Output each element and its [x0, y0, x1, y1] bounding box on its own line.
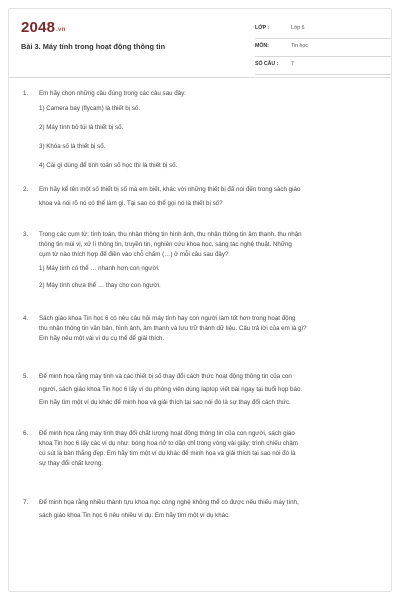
meta-row-subject [255, 39, 391, 57]
question-number: 5. [23, 373, 29, 380]
question-text: thông tin mùi vị, xử lí thông tin, truyền tin, nghiên cứu khoa học, sáng tác nghệ thuật. Những [39, 241, 292, 248]
question-number: 2. [23, 186, 29, 193]
question-number: 4. [23, 315, 29, 322]
document-title: Bài 3. Máy tính trong hoạt động thông tin [21, 42, 166, 51]
question-number: 1. [23, 90, 29, 97]
logo-suffix: .vn [56, 27, 66, 33]
question-number: 6. [23, 430, 29, 437]
question-text: cú sút là bàn thắng đẹp. Em hãy tìm một ví dụ khác để minh họa và giải thích tại sao nói đó là [39, 450, 296, 457]
question-number: 3. [23, 231, 29, 238]
question-body [39, 429, 381, 469]
question-text: Trong các cụm từ: tính toán, thu nhận thông tin hình ảnh, thu nhận thông tin âm thanh, thu nhận [39, 231, 302, 238]
question-body [39, 89, 381, 171]
meta-row-count [255, 57, 391, 75]
question-body [39, 185, 381, 209]
meta-label: LỚP : [255, 25, 270, 31]
question-text: Sách giáo khoa Tin học 6 có nêu câu hỏi máy tính hay con người làm tốt hơn trong hoạt động [39, 315, 296, 322]
logo-text: 2048 [21, 19, 56, 36]
meta-label: SỐ CÂU : [255, 61, 279, 67]
question-body [39, 314, 381, 344]
question-text: Em hãy tìm một ví dụ khác để minh họa và giải thích tại sao nói đó là sự thay đổi cách thức. [39, 399, 291, 406]
question-number: 7. [23, 499, 29, 506]
question-body [39, 230, 381, 291]
question-text: người, sách giáo khoa Tin học 6 lấy ví dụ phòng viên dùng laptop viết bài ngay tại buổi họp báo. [39, 386, 303, 393]
question-text: khoa và nói rõ nó có thể làm gì. Tại sao có thể gọi nó là thiết bị số? [39, 200, 223, 207]
question-text: sự thay đổi chất lượng. [39, 460, 103, 467]
question-text: thu nhận thông tin văn bản, hình ảnh, âm thanh và lưu trữ thành dữ liệu. Câu trả lời của em là gì? [39, 325, 307, 332]
question-body [39, 498, 381, 521]
question-text: Để minh họa rằng máy tính thay đổi chất lượng hoạt động thông tin của con người, sách giáo [39, 430, 295, 437]
question-option: 2) Máy tính chưa thể … thay cho con người. [39, 282, 161, 289]
meta-value: Tin học [291, 43, 308, 49]
question-text: Em hãy nêu một vài ví dụ cụ thể để giải thích. [39, 335, 165, 342]
question-option: 4) Cái gì dùng để tính toán số học thì là thiết bị số. [39, 162, 178, 169]
question-text: Để minh họa rằng nhiều thành tựu khoa học công nghệ không thể có được nếu thiếu máy tính, [39, 499, 299, 506]
meta-label: MÔN: [255, 43, 269, 49]
question-body [39, 372, 381, 408]
question-option: 2) Máy tính bỏ túi là thiết bị số. [39, 124, 124, 131]
question-option: 1) Camera bay (flycam) là thiết bị số. [39, 105, 141, 112]
meta-row-class [255, 21, 391, 39]
question-text: cụm từ nào thích hợp để điền vào chỗ chấm (…) ở mỗi câu sau đây? [39, 251, 229, 258]
question-text: Để minh họa rằng máy tính và các thiết bị số thay đổi cách thức hoạt động thông tin của con [39, 373, 292, 380]
worksheet-header [9, 9, 391, 71]
site-logo[interactable] [21, 19, 65, 36]
question-option: 3) Khóa số là thiết bị số. [39, 143, 106, 150]
question-text: Em hãy kể tên một số thiết bị số mà em biết, khác với những thiết bị đã nói đến trong sách giáo [39, 186, 301, 193]
worksheet-page [8, 8, 392, 592]
question-option: 1) Máy tính có thể … nhanh hơn con người. [39, 265, 160, 272]
question-text: Em hãy chọn những câu đúng trong các câu sau đây: [39, 90, 186, 97]
question-text: khoa Tin học 6 lấy các ví dụ như: bóng hoa nở to dần chỉ trong vòng vài giây; trình chiếu chậm [39, 440, 298, 447]
meta-value: Lớp 6 [291, 25, 305, 31]
header-divider [9, 77, 391, 78]
meta-table [255, 21, 391, 75]
question-text: sách giáo khoa Tin học 6 nêu nhiều ví dụ. Em hãy tìm một ví dụ khác. [39, 512, 230, 519]
meta-value: 7 [291, 61, 294, 67]
